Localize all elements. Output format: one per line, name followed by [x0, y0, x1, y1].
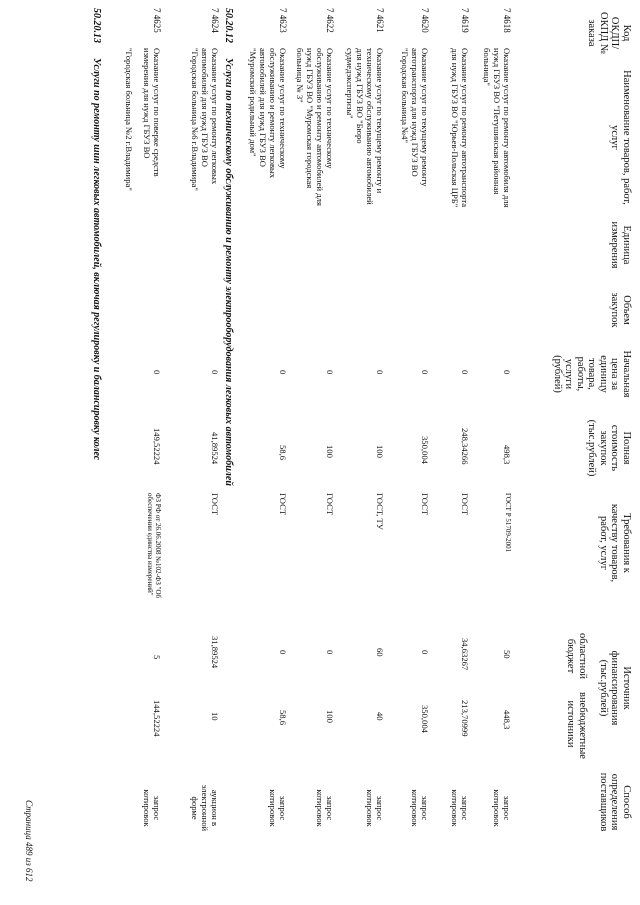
- row-4621-req: ГОСТ, ТУ: [375, 493, 385, 530]
- header-funding: Источник финансирования (тыс.рублей): [598, 650, 632, 726]
- row-4621-method: запрос котировок: [365, 789, 385, 827]
- row-4623-method: запрос котировок: [268, 789, 288, 827]
- row-4619-extra: 213,70999: [460, 700, 470, 737]
- row-4621-price: 0: [375, 370, 385, 375]
- row-4620-extra: 350,004: [420, 705, 430, 733]
- row-4622-method: запрос котировок: [315, 789, 335, 827]
- header-code: Код ОКДП/ ОКПД № заказа: [586, 12, 632, 54]
- row-4619-req: ГОСТ: [460, 493, 470, 516]
- row-4625-num: 7 4625: [152, 8, 162, 33]
- row-4622-req: ГОСТ: [325, 493, 335, 516]
- page-number: Страница 489 из 612: [24, 800, 34, 882]
- row-4624-method: аукцион в электронной форме: [190, 784, 220, 832]
- header-price: Начальная цена за единицу товара, работы, услуги (рублей): [552, 350, 632, 398]
- row-4622-num: 7 4622: [325, 8, 335, 33]
- row-4620-total: 350,004: [420, 436, 430, 464]
- row-4625-extra: 144,52224: [152, 700, 162, 737]
- row-4621-name: Оказание услуг по текущему ремонту и техническому обслуживанию автомобилей для нужд ГБУЗ ВО "Бюро судмедэкспертизы": [345, 48, 385, 205]
- header-name: Наименование товаров, работ, услуг: [609, 70, 632, 205]
- row-4618-price: 0: [502, 370, 512, 375]
- row-4623-num: 7 4623: [278, 8, 288, 33]
- header-unit: Единица измерения: [609, 221, 632, 269]
- header-regional: областной бюджет: [565, 633, 588, 679]
- row-4625-method: запрос котировок: [142, 789, 162, 827]
- row-4619-total: 248,34266: [460, 428, 470, 465]
- section-title: Услуги по техническому обслуживанию и ремонту электрооборудования легковых автомобилей: [223, 58, 234, 486]
- row-4618-name: Оказание услуг по ремонту автомобиля для нужд ГБУЗ ВО "Петушинская районная больница": [482, 48, 512, 208]
- row-4620-req: ГОСТ: [420, 493, 430, 516]
- header-total: Полная стоимость закупок (тыс.рублей): [586, 419, 632, 477]
- row-4625-regional: 5: [152, 655, 162, 660]
- row-4624-total: 41,89524: [210, 432, 220, 465]
- header-requirements: Требования к качеству товаров, работ, услуг: [598, 503, 632, 583]
- row-4625-total: 149,52224: [152, 428, 162, 465]
- row-4618-total: 498,3: [502, 445, 512, 465]
- row-4619-name: Оказание услуг по ремонту автотранспорта для нужд ГБУЗ ВО "Юрьев-Польская ЦРБ": [450, 48, 470, 208]
- row-4625-name-2: "Городская больница №2 г.Владимира": [124, 48, 134, 191]
- row-4623-price: 0: [278, 370, 288, 375]
- row-4624-num: 7 4624: [210, 8, 220, 33]
- row-4622-regional: 0: [325, 650, 335, 655]
- row-4618-num: 7 4618: [502, 8, 512, 33]
- row-4621-regional: 60: [375, 648, 385, 657]
- row-4625-name: Оказание услуг по поверке средств измерения для нужд ГБУЗ ВО: [142, 48, 162, 177]
- row-4625-price: 0: [152, 370, 162, 375]
- row-4619-method: запрос котировок: [450, 789, 470, 827]
- row-4620-regional: 0: [420, 650, 430, 655]
- row-4625-req: ФЗ РФ от 26.06.2008 №102-ФЗ "Об обеспечении единства измерений": [146, 493, 162, 599]
- row-4619-price: 0: [460, 370, 470, 375]
- row-4622-total: 100: [325, 445, 335, 458]
- row-4623-total: 58,6: [278, 445, 288, 461]
- row-4618-regional: 50: [502, 650, 512, 659]
- row-4624-name: Оказание услуг по ремонту легковых автомобилей для нужд ГБУЗ ВО "Городская больница №6 г.Владимира": [190, 48, 220, 191]
- row-4622-name: Оказание услуг по техническому обслуживанию и ремонту автомобилей для нужд ГБУЗ ВО "Муромская городская больница № 3": [295, 48, 335, 206]
- row-4624-regional: 31,89524: [210, 636, 220, 669]
- row-4618-method: запрос котировок: [492, 789, 512, 827]
- row-4620-method: запрос котировок: [410, 789, 430, 827]
- row-4621-extra: 40: [375, 712, 385, 721]
- row-4624-price: 0: [210, 370, 220, 375]
- row-4621-total: 100: [375, 445, 385, 458]
- row-4618-req: ГОСТ Р 51709-2001: [504, 493, 512, 553]
- row-4619-regional: 34,63267: [460, 638, 470, 671]
- row-4621-num: 7 4621: [375, 8, 385, 33]
- row-4622-extra: 100: [325, 710, 335, 723]
- header-extra: внебюджетные источники: [565, 692, 588, 759]
- row-4620-name: Оказание услуг по текущему ремонту автотранспорта для нужд ГБУЗ ВО "Городская больница №4": [400, 48, 430, 187]
- row-4623-name: Оказание услуг по техническому обслуживанию и ремонту легковых автомобилей для нужд ГБУЗ ВО "Муромский родильный дом": [248, 48, 288, 179]
- row-4624-req: ГОСТ: [210, 493, 220, 516]
- row-4618-extra: 448,3: [502, 710, 512, 730]
- section-title-2: Услуги по ремонту шин легковых автомобилей, включая регулировку и балансировку колес: [91, 58, 102, 461]
- row-4623-extra: 58,6: [278, 710, 288, 726]
- row-4619-num: 7 4619: [460, 8, 470, 33]
- section-code: 50.20.12: [223, 8, 234, 43]
- row-4624-extra: 10: [210, 712, 220, 721]
- row-4622-price: 0: [325, 370, 335, 375]
- row-4623-req: ГОСТ: [278, 493, 288, 516]
- row-4620-price: 0: [420, 370, 430, 375]
- header-method: Способ определения поставщиков: [598, 772, 632, 832]
- header-volume: Объем закупок: [609, 292, 632, 328]
- section-code-2: 50.20.13: [91, 8, 102, 43]
- row-4620-num: 7 4620: [420, 8, 430, 33]
- row-4623-regional: 0: [278, 650, 288, 655]
